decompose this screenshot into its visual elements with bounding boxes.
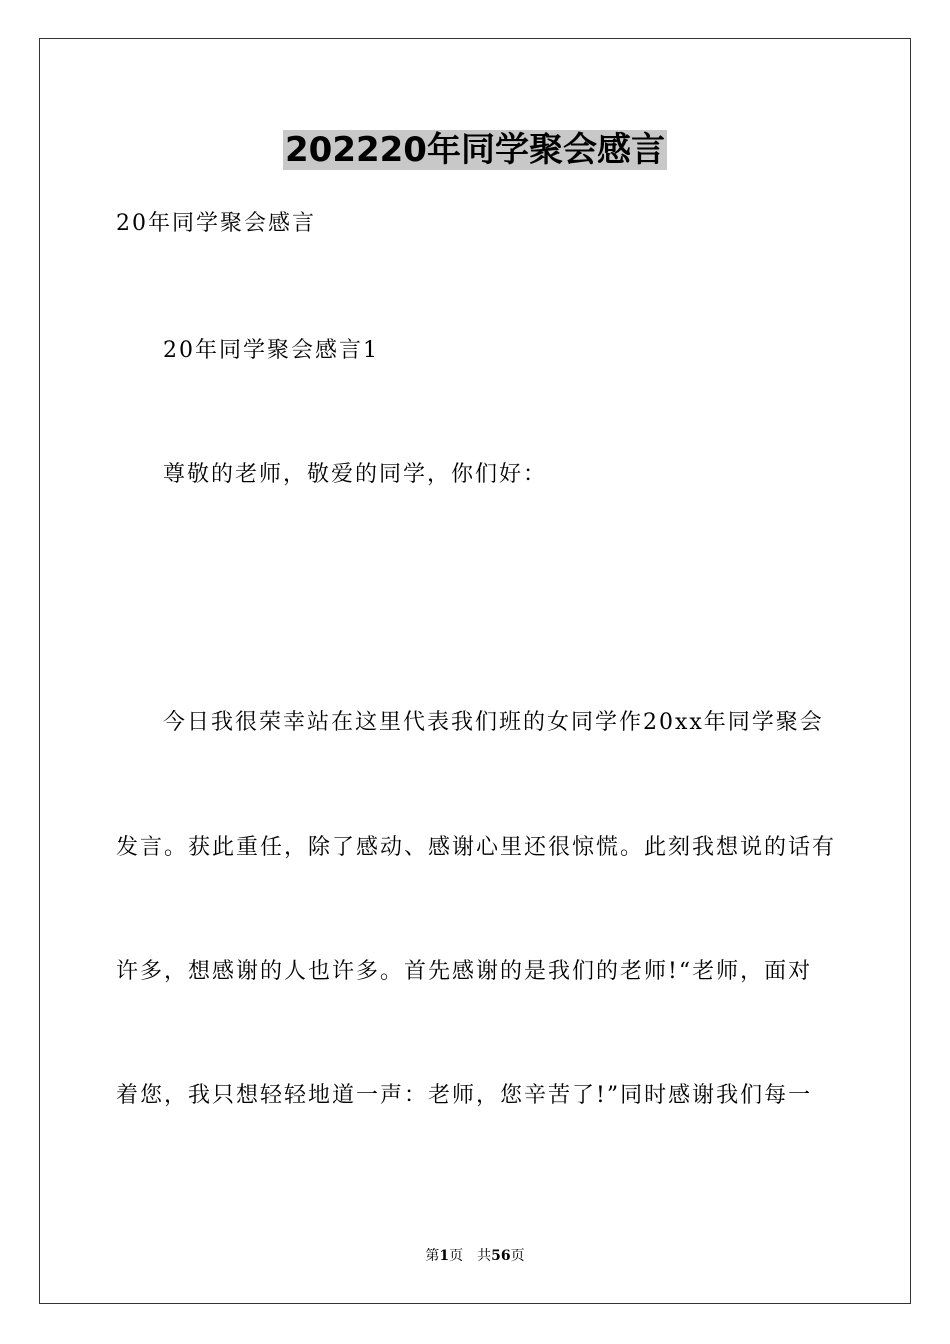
footer-page-prefix: 第 — [425, 1248, 440, 1264]
body-line: 着您，我只想轻轻地道一声：老师，您辛苦了!”同时感谢我们每一 — [116, 1083, 813, 1108]
footer-page-suffix: 页 — [449, 1248, 464, 1264]
footer-total-prefix: 共 — [477, 1248, 492, 1264]
section-heading: 20年同学聚会感言1 — [163, 338, 379, 363]
body-line: 发言。获此重任，除了感动、感谢心里还很惊慌。此刻我想说的话有 — [116, 835, 837, 860]
body-line: 今日我很荣幸站在这里代表我们班的女同学作20xx年同学聚会 — [163, 710, 824, 735]
document-subtitle: 20年同学聚会感言 — [116, 211, 316, 236]
body-line: 许多，想感谢的人也许多。首先感谢的是我们的老师!“老师，面对 — [116, 959, 813, 984]
footer-page-number: 1 — [439, 1248, 450, 1264]
document-title — [0, 126, 950, 174]
page-footer — [0, 1246, 950, 1266]
footer-total-pages: 56 — [491, 1248, 511, 1264]
footer-total-suffix: 页 — [510, 1248, 525, 1264]
document-title-text: 202220年同学聚会感言 — [285, 130, 665, 170]
greeting-line: 尊敬的老师，敬爱的同学，你们好： — [163, 462, 548, 487]
